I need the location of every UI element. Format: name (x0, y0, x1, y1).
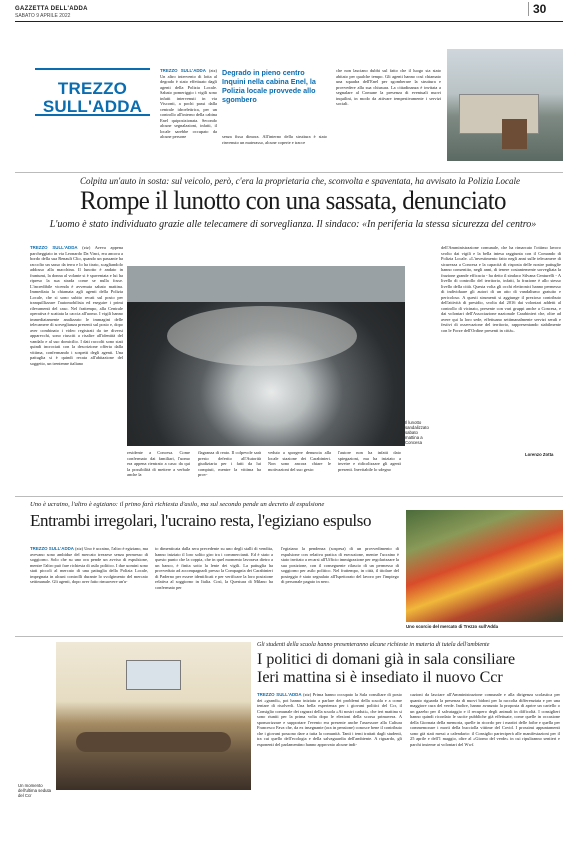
market-caption: Uno scorcio del mercato di Trezzo sull'Adda (406, 624, 499, 629)
broken-window-photo (127, 266, 405, 446)
market-photo (406, 510, 563, 622)
main-under4: l'autore non ha infatti dato spiegazioni, ma ha iniziato a inveire e ridicolizzare gli agenti presenti. Inevitabile lo sdegno (338, 450, 401, 472)
divider (15, 636, 563, 637)
page-number: 30 (528, 2, 546, 16)
publication-name: GAZZETTA DELL'ADDA (15, 6, 88, 12)
main-under3: veduto a sporgere denuncia alla locale stazione dei Carabinieri. Non sono ancora chiare le motivazioni del suo gesto: (268, 450, 331, 472)
third-title: I politici di domani già in sala consiliare Ieri mattina si è insediato il nuovo Ccr (257, 651, 516, 686)
divider (15, 496, 563, 497)
glass-caption: Il lunotto sandalizzato sabato mattina a Concesa (405, 420, 429, 445)
issue-date: SABATO 9 APRILE 2022 (15, 13, 71, 19)
top-story-col1: TREZZO SULL'ADDA (ztz) Un altro intervento di lotta al degrado è stato effettuato dagli agenti della Polizia Locale. Sabato pomeriggio i vigili sono infatti intervenuti in via Visconti, a pochi passi dalla centrale idroelettrica, per un controllo all'interno della cabina Enel quiposizionata. Secondo alcune segnalazioni, infatti, il locale sarebbe occupato da alcune persone (160, 68, 217, 139)
main-subline: L'uomo è stato individuato grazie alle telecamere di sorveglianza. Il sindaco: «In periferia la stessa sicurezza del centro» (49, 219, 537, 230)
third-overline: Gli studenti della scuola hanno presenteranno alcune richieste in materia di tutela dell'ambiente (257, 642, 490, 648)
section-title: TREZZO SULL'ADDA (42, 79, 143, 116)
divider (15, 172, 563, 173)
main-col1: TREZZO SULL'ADDA (ztz) Aveva appena parcheggiato in via Leonardo Da Vinci, era ancora a bordo della sua Renault Clio, quando un passante ha raccolto un sasso da terra e lo ha tirato, scagliandolo addosso alla macchina. Il lunotto è andato in frantumi, la donna al volante si è spaventata e lui ha ripreso la sua strada come se nulla fosse. L'incredibile vicenda è avvenuta sabato mattina. Immediata la chiamata agli agenti della Polizia Locale, che si sono subito recati sul posto per tranquillizzare l'automobilista ed eseguire i primi rilevamenti del caso. Nel frattempo, alla Centrale operativa è scattata la caccia all'uomo. I vigili hanno immediatamente analizzato le immagini delle telecamere di sorveglianza presenti sul posto e, dopo aver combinato i video registrati da tre diversi apparecchi, sono riusciti a risalire all'identità del vandalo e al suo domicilio. I dati raccolti sono stati quindi incrociati con la descrizione offerta dalla vittima, confermando i sospetti degli agenti. Una pattuglia si è quindi recata all'abitazione del soggetto, un trentenne italiano (30, 245, 123, 366)
main-headline: Rompe il lunotto con una sassata, denunciato (80, 186, 506, 215)
council-photo (56, 642, 251, 790)
top-story-title: Degrado in pieno centro Inquini nella cabina Enel, la Polizia locale provvede allo sgombero (222, 68, 316, 104)
author-byline: Lorenzo Zotta (525, 452, 554, 457)
third-col2: cazioni da lasciare all'Amministrazione comunale e alla dirigenza scolastica per quanto riguarda la presenza di nuovi bidoni per la raccolta differenziata e per una maggiore cura del verde. Inoltre, hanno avanzato la proposta di aprire un cartello o un gazebo per il salvataggio e il recupero degli animali in difficoltà. I consiglieri hanno quindi ricordato le uscite pubbliche già effettuate, come quelle in occasione della Giornata della memoria, quelle in ricordo per i martiri delle foibe e quella per commemorare i morti della bucciolla vittime del Covid. I prossimi appuntamenti sono già stati messi a calendario: il Consiglio parteciperà alle manifestazioni per il 25 aprile e dell'1 maggio, oltre al «Giorno del verde» in cui ripuliranno sentieri e parchi insieme ai volontari del Wwf. (410, 692, 560, 747)
second-col3: l'egiziano la pendenza (sospesa) di un provvedimento di espulsione con relativa pratica di esecuzione, mentre l'ucraino è stato invitato a recarsi all'Ufficio immigrazione per regolarizzare la sua posizione, con il conseguente rilascio di un permesso di soggiorno per asilo politico. Nel frattempo, in città, il titolare del posteggio è stato segnalato all'Ispettorato del lavoro per l'impiego di personale pagato in nero. (281, 546, 399, 584)
top-story-col2: senza fissa dimora. All'interno della struttura è stato rinvenuto un materasso, alcune coperte e tracce (222, 134, 327, 145)
top-story-col3: che non lasciano dubbi sul fatto che il luogo sia stato abitato per qualche tempo. Gli agenti hanno così chiamato una squadra dell'Enel per sgomberare la struttura e provvedere alla sua chiusura. La cittadinanza è invitata a segnalare al Comune la presenza di eventuali nuovi inquilini, in modo da attivare tempestivamente i servizi sociali. (336, 68, 441, 106)
council-caption: Un momento dell'ultima seduta del Ccr (18, 783, 52, 798)
cabin-photo (447, 49, 563, 161)
header-rule (15, 21, 563, 22)
main-under1: residente a Concesa. Come confermato dai familiari, l'uomo era appena rientrato a casa: da qui la possibilità di mettere a verbale anche la (127, 450, 190, 477)
third-col1: TREZZO SULL'ADDA (ztz) Prima hanno occupato la Sala consiliare di posto dei «grandi», poi hanno iniziato a parlare dei problemi della scuola e a come tentare di risolverli. Una bella esperienza per i giovani politici del Ccr, il Consiglio comunale dei ragazzi della scuola «Ai nostri caduti», che ieri mattina si sono riuniti per la prima volta dopo le elezioni della scorsa primavera. A sponsorizzare e supportare l'evento era presente anche l'assessore alla Cultura Francesco Fava che, da ex insegnante (ora in pensione) conosce bene il contributo che i giovani possono dare a tutta la comunità. Tanti i temi trattati dagli studenti, tra cui quello dell'ecologia e della salvaguardia dell'ambiente. A riguardo, gli esponenti del parlamentino hanno approvato alcune indi- (257, 692, 402, 747)
second-headline: Entrambi irregolari, l'ucraino resta, l'egiziano espulso (30, 511, 372, 530)
main-right-col: dell'Amministrazione comunale, che ha rimarcato l'ottimo lavoro svolto dai vigili e la bella intesa raggiunta con il Comando di Polizia Locale. «L'investimento fatto negli anni sulle telecamere di sicurezza a Concesa e la capacità di risposta delle nostre pattuglie hanno consentito, negli anni, di tenere costantemente sorvegliata la frazione grande efficacia - ha detto il sindaco Silvana Centurelli - A livello di controllo del territorio, infatti, la frazione è allo stesso livello della città. Questa volta gli occhi elettronici hanno permesso di individuare gli autori di un atto di vandalismo gratuito e pericoloso. A questi strumenti si aggiunge il prezioso contributo dell'attività di presidio, svolta dal 2016 dai volontari addetti al controllo di vicinato, presente con vari gruppi anche a Concesa, e dai volontari dell'Associazione nazionale Carabinieri che, oltre ad avere qui la loro sede, effettuano settimanalmente servizi serali e festivi di osservazione del territorio, rappresentando stabilmente con le Forze dell'Ordine presenti in città». (441, 245, 561, 333)
second-col2: to dimenticata dalla sera precedente su uno degli stalli di vendita, hanno iniziato il loro solito giro tra i commercianti. Ed è stato a questo punto che la coppia, che in quel momento lavorava dietro a un banco, è finita sotto la lente dei vigili. La pattuglia ha provveduto ad accompagnarli presso la Compagnia dei Carabinieri di Paderno per essere identificati e per verificare la loro posizione relativa al soggiorno in Italia. Così, la Questura di Milano ha confermato per (155, 546, 273, 590)
second-overline: Uno è ucraino, l'altro è egiziano: il primo farà richiesta d'asilo, ma sul secondo pende un decreto di espulsione (30, 501, 325, 508)
main-under2: flagranza di reato. Il colpevole sarà presto deferito all'Autorità giudiziaria per i fatti da lui compiuti, mentre la vittima ha prov- (198, 450, 261, 477)
second-col1: TREZZO SULL'ADDA (ztz) Uno è ucraino, l'altro è egiziano, ma avevano sono ambidue del mercato trezzese senza permesso di soggiorno. Solo che su uno ora pende un avviso di espulsione, mentre l'altro può fare richiesta di asilo politico. I due uomini sono stati piccoli al mercato di una pattuglia della Polizia Locale, impegnata in alcuni controlli durante lo svolgimento del mercato settimanale. Gli agenti, dopo aver fatto rimuovere un'u- (30, 546, 148, 584)
main-overline: Colpita un'auto in sosta: sul veicolo, però, c'era la proprietaria che, sconvolta e spaventata, ha avvisato la Polizia Locale (80, 176, 520, 186)
